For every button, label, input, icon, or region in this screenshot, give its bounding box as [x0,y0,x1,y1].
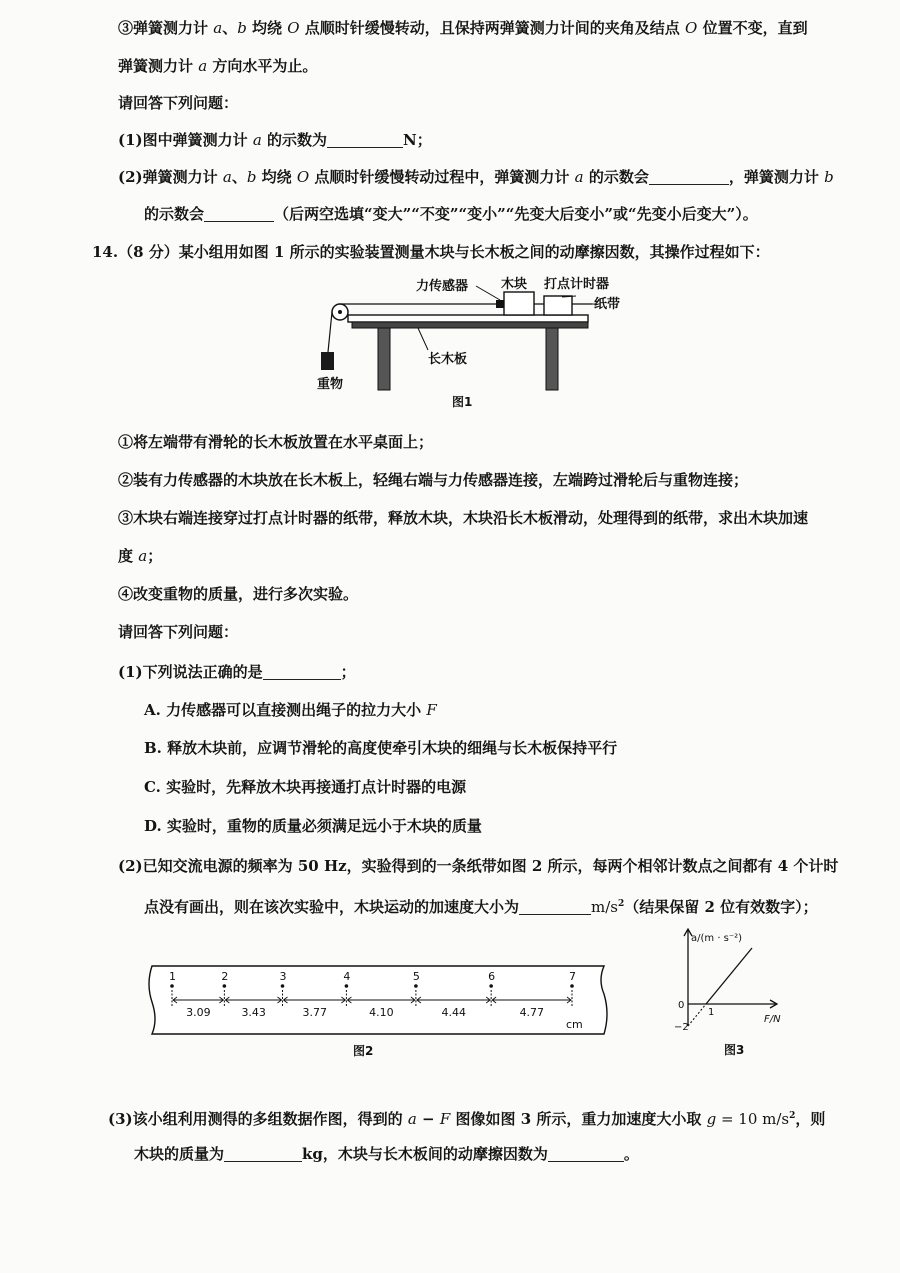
wooden-block [504,292,534,315]
tape-point [281,984,285,988]
p14-step2: ②装有力传感器的木块放在长木板上，轻绳右端与力传感器连接，左端跨过滑轮后与重物连接； [118,471,749,489]
tape-point [489,984,493,988]
answer-blank[interactable] [649,168,729,185]
gap-value: 4.44 [441,1006,467,1019]
tape-point-label: 1 [169,970,176,983]
timer [544,296,572,315]
option-b: B. 释放木块前，应调节滑轮的高度使牵引木块的细绳与长木板保持平行 [144,739,618,757]
weight [321,352,334,370]
answer-blank[interactable] [548,1145,624,1162]
option-a: A. 力传感器可以直接测出绳子的拉力大小 F [144,701,437,719]
answer-blank[interactable] [327,131,403,148]
figure-1-caption: 图1 [452,395,473,409]
long-board [348,315,588,322]
label-tape: 纸带 [594,297,621,312]
tape-point [170,984,174,988]
option-d: D. 实验时，重物的质量必须满足远小于木块的质量 [144,817,482,835]
table-leg-right [546,328,558,390]
y-axis-label: a/(m · s⁻²) [691,933,743,944]
tape-point [223,984,227,988]
tape-point-label: 2 [221,970,229,983]
label-board: 长木板 [428,352,468,367]
label-force-sensor: 力传感器 [416,279,469,294]
gap-value: 4.77 [519,1006,545,1019]
answer-blank[interactable] [204,205,274,222]
p14-step3-line2: 度 a； [118,547,163,565]
p13-q2-line1: (2)弹簧测力计 a、b 均绕 O 点顺时针缓慢转动过程中，弹簧测力计 a 的示数会 ，弹簧测力计 b [118,168,834,186]
x-axis-label: F/N [764,1014,781,1025]
p13-step3-line2: 弹簧测力计 a 方向水平为止。 [118,57,318,75]
figure-1-apparatus [300,270,620,415]
x-intercept-label: 1 [708,1007,715,1018]
p14-q3-line2: 木块的质量为 kg，木块与长木板间的动摩擦因数为 。 [134,1145,639,1163]
p14-q3-line1: (3)该小组利用测得的多组数据作图，得到的 a − F 图像如图 3 所示，重力加速度大小取 g = 10 $m/s^2$，则 [108,1110,826,1128]
figure-2-caption: 图2 [353,1044,374,1058]
p14-step1: ①将左端带有滑轮的长木板放置在水平桌面上； [118,433,434,451]
label-weight: 重物 [317,377,344,392]
option-c: C. 实验时，先释放木块再接通打点计时器的电源 [144,778,467,796]
p13-ask: 请回答下列问题： [118,94,239,112]
label-timer: 打点计时器 [544,277,610,292]
answer-blank[interactable] [519,898,591,915]
gap-value: 3.77 [302,1006,327,1019]
board-underside [352,322,588,328]
tape-point-label: 3 [279,970,287,983]
label-block: 木块 [501,277,528,292]
tape-point [414,984,418,988]
gap-value: 4.10 [369,1006,394,1019]
origin-label: 0 [678,1000,685,1011]
p14-q2-line2: 点没有画出，则在该次实验中，木块运动的加速度大小为 $m/s^2$（结果保留 2 位有效数字）； [144,898,818,916]
graph-line [706,948,752,1004]
p13-q1: (1)图中弹簧测力计 a 的示数为 N； [118,131,432,149]
tape-point [345,984,349,988]
p13-step3-line1: ③弹簧测力计 a、b 均绕 O 点顺时针缓慢转动，且保持两弹簧测力计间的夹角及结点 O 位置不变，直到 [118,19,808,37]
figure-2-paper-tape [142,962,612,1062]
answer-blank[interactable] [263,663,341,680]
p14-q1: (1)下列说法正确的是 ； [118,663,356,681]
force-sensor [496,300,504,308]
graph-extension-dashed [688,1004,706,1026]
gap-value: 3.43 [241,1006,266,1019]
p14-q2-line1: (2)已知交流电源的频率为 50 Hz，实验得到的一条纸带如图 2 所示，每两个相邻计数点之间都有 4 个计时 [118,857,839,875]
p14-ask: 请回答下列问题： [118,623,239,641]
p14-header: 14.（8 分）某小组用如图 1 所示的实验装置测量木块与长木板之间的动摩擦因数，其操作过程如下： [92,243,770,261]
tape-point-label: 6 [488,970,496,983]
tape-point-label: 5 [412,970,420,983]
y-intercept-label: −2 [674,1022,689,1033]
tape-unit: cm [566,1018,583,1031]
p14-step4: ④改变重物的质量，进行多次实验。 [118,585,359,603]
tape-point-label: 4 [343,970,351,983]
tape-point [570,984,574,988]
table-leg-left [378,328,390,390]
p14-step3-line1: ③木块右端连接穿过打点计时器的纸带，释放木块，木块沿长木板滑动，处理得到的纸带，求出木块加速 [118,509,809,527]
figure-3-a-F-graph [668,926,798,1064]
gap-value: 3.09 [186,1006,211,1019]
figure-3-caption: 图3 [724,1043,745,1057]
answer-blank[interactable] [224,1145,302,1162]
tape-point-label: 7 [569,970,576,983]
p13-q2-line2: 的示数会 （后两空选填“变大”“不变”“变小”“先变大后变小”或“先变小后变大”）。 [144,205,758,223]
